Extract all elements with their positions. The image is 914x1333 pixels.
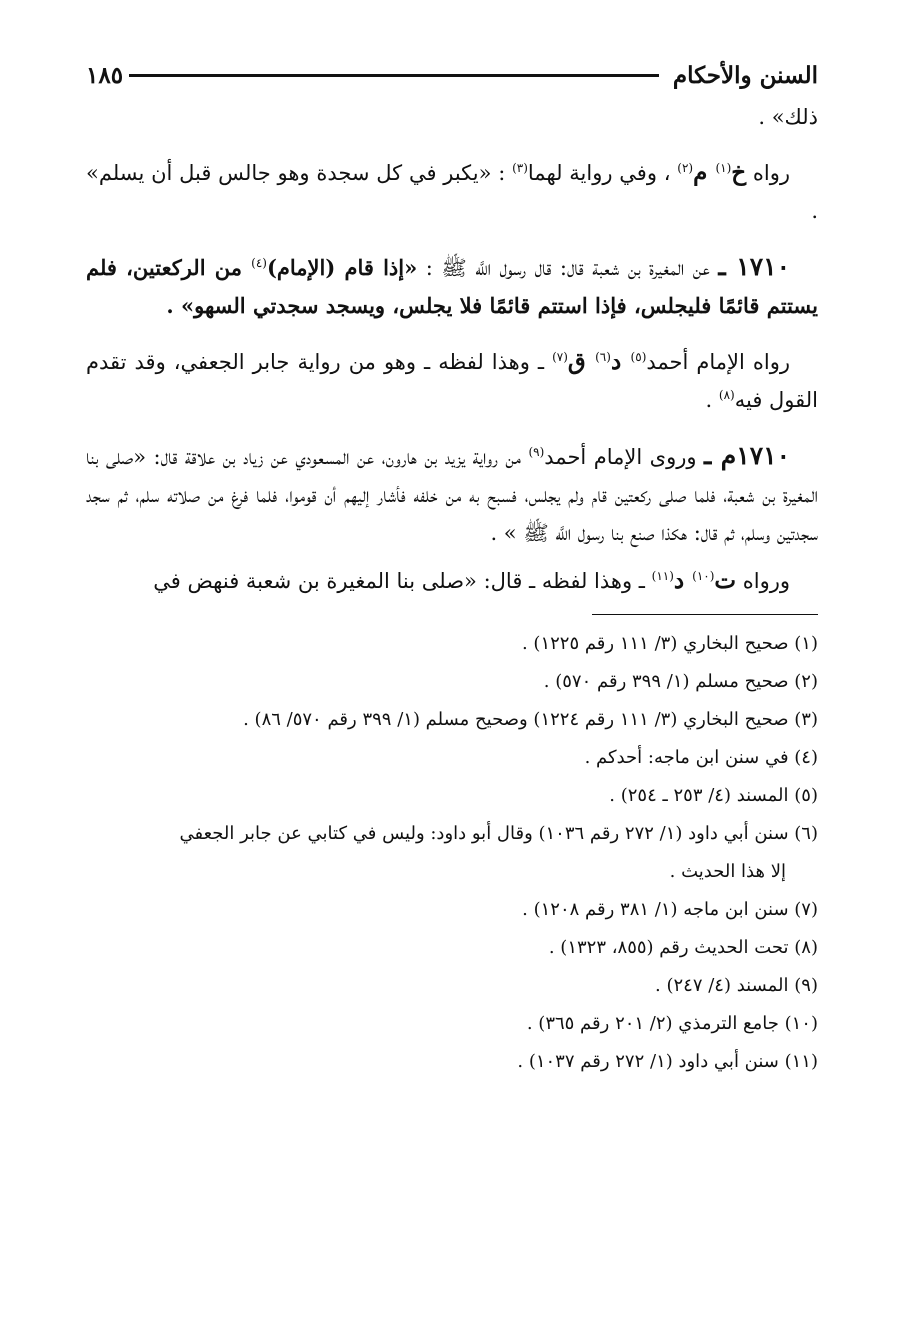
footnote-3: (٣) صحيح البخاري (٣/ ١١١ رقم ١٢٢٤) وصحيح مسلم (١/ ٣٩٩ رقم ٥٧٠/ ٨٦) . bbox=[243, 709, 818, 730]
hadith-number: ١٧١٠م ـ bbox=[703, 441, 790, 470]
text-span: رواه bbox=[746, 161, 791, 185]
page-number: ١٨٥ bbox=[86, 61, 124, 89]
footnote-ref: (١٠) bbox=[692, 569, 715, 583]
hadith-text-bold: من الركعتين، فلم يستتم قائمًا فليجلس، فإذا استتم قائمًا فلا يجلس، ويسجد سجدتي السهو» . bbox=[86, 255, 818, 318]
text-span: ـ وهذا لفظه ـ قال: «صلى بنا المغيرة بن شعبة فنهض في bbox=[153, 569, 652, 593]
footnote-ref: (١١) bbox=[651, 569, 674, 583]
footnote-7: (٧) سنن ابن ماجه (١/ ٣٨١ رقم ١٢٠٨) . bbox=[522, 899, 818, 920]
footnote-ref: (٢) bbox=[677, 161, 694, 175]
source-symbol: د bbox=[673, 567, 693, 594]
text-span: . bbox=[705, 388, 719, 412]
text-span: : «يكبر في كل سجدة وهو جالس قبل أن يسلم» . bbox=[86, 161, 818, 223]
footnote-5: (٥) المسند (٤/ ٢٥٣ ـ ٢٥٤) . bbox=[609, 785, 818, 806]
footnote-8: (٨) تحت الحديث رقم (٨٥٥، ١٣٢٣) . bbox=[548, 937, 818, 958]
text-span: ورواه bbox=[736, 569, 790, 593]
footnote-ref: (٨) bbox=[718, 388, 735, 402]
paragraph-narration-2 bbox=[86, 343, 818, 419]
header-rule bbox=[129, 74, 659, 77]
footnote-2: (٢) صحيح مسلم (١/ ٣٩٩ رقم ٥٧٠) . bbox=[543, 671, 818, 692]
hadith-1710 bbox=[86, 248, 818, 325]
source-symbol: م bbox=[693, 159, 716, 186]
footnote-ref: (٣) bbox=[512, 161, 528, 175]
footnote-ref: (٧) bbox=[552, 350, 568, 364]
footnote-ref: (٥) bbox=[630, 350, 647, 364]
footnote-4: (٤) في سنن ابن ماجه: أحدكم . bbox=[584, 747, 818, 768]
footnote-ref: (٩) bbox=[528, 445, 545, 459]
paragraph-narration-3 bbox=[86, 562, 818, 600]
text-span: وروى الإمام أحمد bbox=[544, 445, 704, 469]
running-title: السنن والأحكام bbox=[672, 61, 818, 89]
footnote-6: (٦) سنن أبي داود (١/ ٢٧٢ رقم ١٠٣٦) وقال أبو داود: وليس في كتابي عن جابر الجعفي bbox=[179, 823, 818, 844]
hadith-text-bold: «إذا قام (الإمام) bbox=[266, 255, 418, 280]
hadith-1710m bbox=[86, 437, 818, 552]
footnote-11: (١١) سنن أبي داود (١/ ٢٧٢ رقم ١٠٣٧) . bbox=[517, 1051, 818, 1072]
text-span: من رواية يزيد بن هارون، عن المسعودي عن زياد بن علاقة قال: «صلى بنا المغيرة بن شعبة، فلما صلى ركعتين قام ولم يجلس، فسبح به من خلفه فأشار إليهم أن قوموا، فلما فرغ من صلاته سلم، ثم سجد سجدتين وسلم، ثم قال: هكذا صنع بنا رسول اللَّه ﷺ » . bbox=[86, 445, 818, 545]
source-symbol: ت bbox=[714, 567, 737, 594]
text-span: ذلك» . bbox=[758, 105, 818, 129]
text-span: ، وفي رواية لهما bbox=[527, 161, 678, 185]
footnote-10: (١٠) جامع الترمذي (٢/ ٢٠١ رقم ٣٦٥) . bbox=[526, 1013, 818, 1034]
text-span: ـ وهذا لفظه ـ وهو من رواية جابر الجعفي، وقد تقدم القول فيه bbox=[86, 350, 818, 412]
text-span: رواه الإمام أحمد bbox=[646, 350, 790, 374]
hadith-number: ١٧١٠ ـ bbox=[718, 252, 791, 281]
footnote-ref: (١) bbox=[715, 161, 732, 175]
paragraph-narration-1 bbox=[86, 154, 818, 230]
source-symbol: د bbox=[610, 348, 631, 375]
text-span: عن المغيرة بن شعبة قال: قال رسول اللَّه ﷺ : bbox=[417, 256, 719, 280]
footnote-6-continuation: إلا هذا الحديث . bbox=[669, 861, 786, 882]
page-header bbox=[86, 52, 818, 98]
paragraph-continuation bbox=[86, 98, 818, 136]
footnote-ref: (٤) bbox=[251, 256, 267, 270]
footnote-1: (١) صحيح البخاري (٣/ ١١١ رقم ١٢٢٥) . bbox=[521, 633, 818, 654]
footnote-separator bbox=[592, 614, 818, 615]
source-symbol: خ bbox=[731, 159, 747, 186]
book-page bbox=[86, 52, 818, 1292]
footnote-9: (٩) المسند (٤/ ٢٤٧) . bbox=[655, 975, 818, 996]
source-symbol: ق bbox=[567, 348, 596, 375]
footnote-ref: (٦) bbox=[595, 350, 611, 364]
footnotes bbox=[86, 625, 818, 1081]
